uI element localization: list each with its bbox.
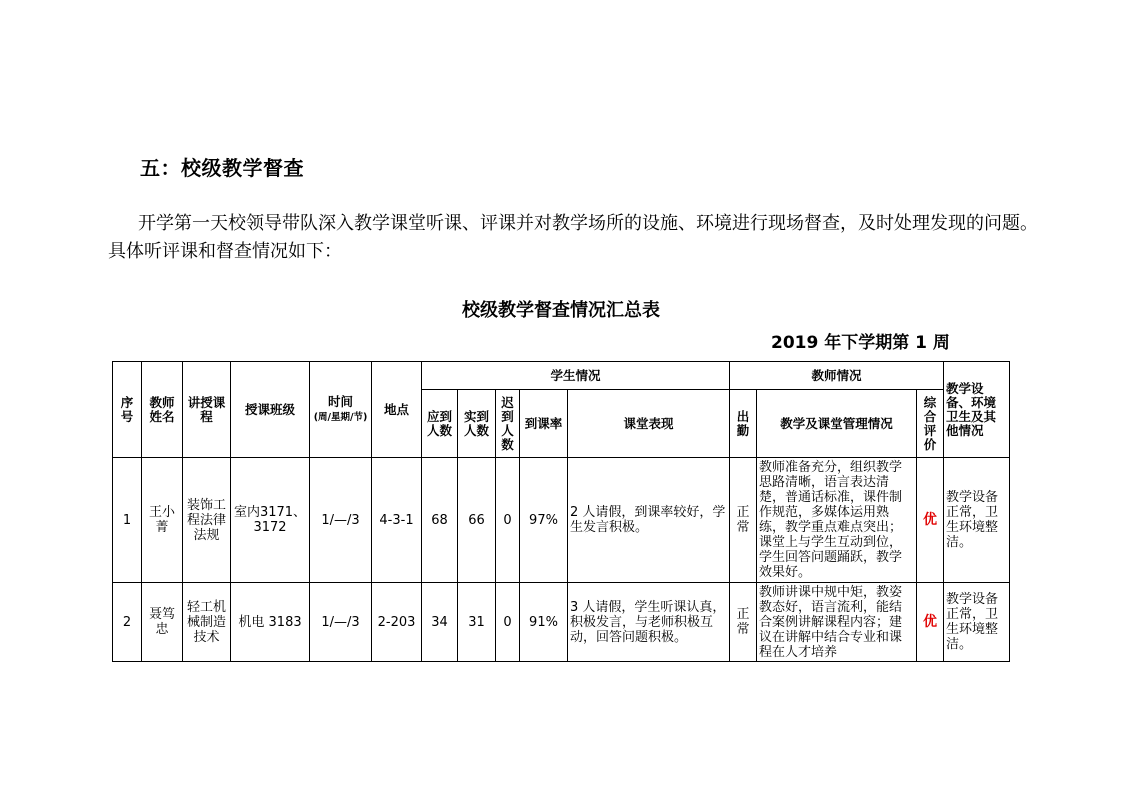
row-evaluation: 优 [917, 458, 944, 583]
header-time-label: 时间 [327, 393, 353, 409]
header-expected: 应到人数 [422, 390, 458, 458]
table-row [113, 458, 1010, 583]
header-time-sub: (周/星期/节) [313, 411, 368, 423]
supervision-table [112, 361, 1010, 662]
row-teaching: 教师准备充分，组织教学思路清晰，语言表达清楚，普通话标准，课件制作规范，多媒体运用熟练，教学重点难点突出；课堂上与学生互动到位，学生回答问题踊跃，教学效果好。 [757, 458, 917, 583]
row-late: 0 [496, 583, 520, 662]
header-equipment: 教学设备、环境卫生及其他情况 [944, 362, 1010, 458]
row-rate: 91% [520, 583, 568, 662]
header-course: 讲授课程 [183, 362, 231, 458]
table-title: 校级教学督查情况汇总表 [462, 300, 660, 321]
row-class: 室内3171、3172 [231, 458, 310, 583]
row-performance: 2 人请假，到课率较好，学生发言积极。 [568, 458, 730, 583]
row-teaching: 教师讲课中规中矩，教姿教态好，语言流利，能结合案例讲解课程内容；建议在讲解中结合专业和课程在人才培养 [757, 583, 917, 662]
header-place: 地点 [372, 362, 422, 458]
table-subtitle: 2019 年下学期第 1 周 [771, 333, 950, 353]
header-teaching: 教学及课堂管理情况 [757, 390, 917, 458]
row-teacher: 王小菁 [142, 458, 183, 583]
header-teacher: 教师姓名 [142, 362, 183, 458]
header-attendance: 出勤 [730, 390, 757, 458]
table-row [113, 583, 1010, 662]
row-performance: 3 人请假，学生听课认真，积极发言，与老师积极互动，回答问题积极。 [568, 583, 730, 662]
row-place: 2-203 [372, 583, 422, 662]
header-row-1 [113, 362, 1010, 390]
row-attendance: 正常 [730, 458, 757, 583]
section-heading: 五：校级教学督查 [140, 156, 304, 180]
row-class: 机电 3183 [231, 583, 310, 662]
row-expected: 34 [422, 583, 458, 662]
row-attendance: 正常 [730, 583, 757, 662]
row-actual: 66 [458, 458, 496, 583]
intro-paragraph: 开学第一天校领导带队深入教学课堂听课、评课并对教学场所的设施、环境进行现场督查，及时处理发现的问题。具体听评课和督查情况如下： [108, 213, 1038, 262]
row-time: 1/—/3 [310, 458, 372, 583]
header-performance: 课堂表现 [568, 390, 730, 458]
header-teacher-group: 教师情况 [730, 362, 944, 390]
row-equipment: 教学设备正常，卫生环境整洁。 [944, 583, 1010, 662]
row-late: 0 [496, 458, 520, 583]
row-place: 4-3-1 [372, 458, 422, 583]
row-teacher: 聂笃忠 [142, 583, 183, 662]
row-evaluation: 优 [917, 583, 944, 662]
header-student-group: 学生情况 [422, 362, 730, 390]
header-time [310, 362, 372, 458]
row-actual: 31 [458, 583, 496, 662]
header-evaluation: 综合评价 [917, 390, 944, 458]
header-rate: 到课率 [520, 390, 568, 458]
row-course: 装饰工程法律法规 [183, 458, 231, 583]
row-course: 轻工机械制造技术 [183, 583, 231, 662]
row-time: 1/—/3 [310, 583, 372, 662]
row-seq: 1 [113, 458, 142, 583]
header-class: 授课班级 [231, 362, 310, 458]
row-seq: 2 [113, 583, 142, 662]
header-late: 迟到人数 [496, 390, 520, 458]
header-actual: 实到人数 [458, 390, 496, 458]
row-rate: 97% [520, 458, 568, 583]
row-expected: 68 [422, 458, 458, 583]
header-seq: 序号 [113, 362, 142, 458]
row-equipment: 教学设备正常，卫生环境整洁。 [944, 458, 1010, 583]
